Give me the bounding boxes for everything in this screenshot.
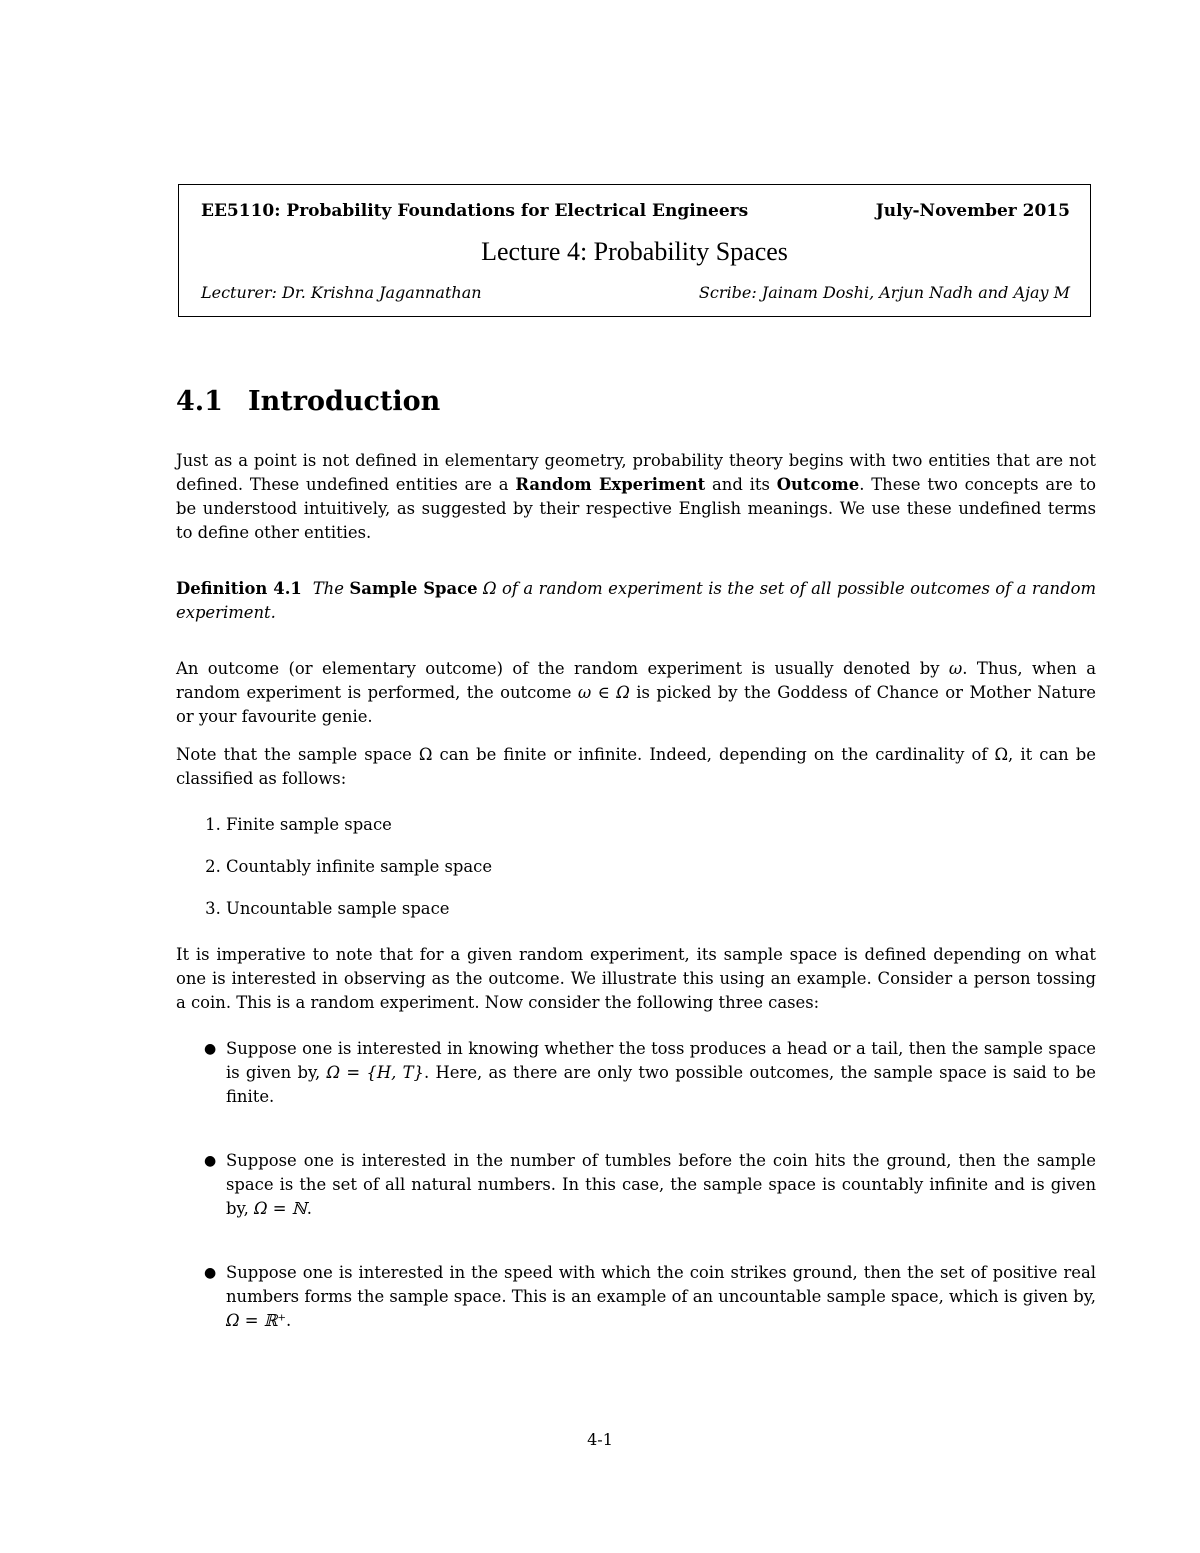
course-term: July-November 2015 bbox=[875, 201, 1070, 221]
outcome-paragraph bbox=[176, 657, 1096, 729]
outcome-text-c: is picked by the Goddess of Chance or Mother Nature or your favourite genie. bbox=[176, 683, 1097, 726]
section-heading bbox=[176, 385, 1096, 419]
lecturer-name: Lecturer: Dr. Krishna Jagannathan bbox=[201, 283, 482, 302]
imperative-paragraph: It is imperative to note that for a given random experiment, its sample space is defined depending on what one is interested in observing as the outcome. We illustrate this using an example. Consider a person tossing a coin. This is a random experiment. Now consider the following three cases: bbox=[176, 945, 1096, 1012]
lecture-body bbox=[176, 385, 1096, 1373]
section-number: 4.1 bbox=[176, 386, 223, 417]
lecture-header-box bbox=[178, 184, 1091, 317]
definition-text: of a random experiment is the set of all possible outcomes of a random experiment. bbox=[176, 579, 1096, 622]
outcome-expression: ω ∈ Ω bbox=[577, 683, 630, 702]
omega-lower-symbol: ω bbox=[948, 659, 963, 678]
scribe-names: Scribe: Jainam Doshi, Arjun Nadh and Ajay M bbox=[698, 283, 1070, 302]
list-item: 3. Uncountable sample space bbox=[226, 897, 1096, 921]
bullet-text-after: . bbox=[286, 1311, 292, 1330]
bullet-text: Suppose one is interested in knowing whether the toss produces a head or a tail, then the sample space is given by, bbox=[226, 1039, 1096, 1082]
bullet-text: Suppose one is interested in the number of tumbles before the coin hits the ground, then the sample space is the set of all natural numbers. In this case, the sample space is countably infinite and is given by, bbox=[226, 1151, 1096, 1218]
list-item: 2. Countably infinite sample space bbox=[226, 855, 1096, 879]
bullet-icon: ● bbox=[204, 1153, 217, 1169]
cardinality-paragraph: Note that the sample space Ω can be finite or infinite. Indeed, depending on the cardinality of Ω, it can be classified as follows: bbox=[176, 745, 1096, 788]
list-item bbox=[204, 1261, 1096, 1333]
bullet-icon: ● bbox=[204, 1041, 217, 1057]
definition-block bbox=[176, 577, 1096, 625]
bullet-icon: ● bbox=[204, 1265, 217, 1281]
definition-term: Sample Space bbox=[349, 579, 478, 598]
intro-paragraph bbox=[176, 449, 1096, 545]
intro-text-2: and its bbox=[705, 475, 777, 494]
intro-text-3: . These two concepts are to be understood intuitively, as suggested by their respective English meanings. We use these undefined terms to define other entities. bbox=[176, 475, 1096, 542]
section-title: Introduction bbox=[248, 386, 441, 417]
list-item bbox=[204, 1037, 1096, 1109]
page-number: 4-1 bbox=[587, 1430, 613, 1449]
bullet-math: Ω = ℕ bbox=[254, 1199, 307, 1218]
bullet-text-after: . Here, as there are only two possible outcomes, the sample space is said to be finite. bbox=[226, 1063, 1096, 1106]
definition-pre: The bbox=[312, 579, 350, 598]
bullet-text: Suppose one is interested in the speed with which the coin strikes ground, then the set of positive real numbers forms the sample space. This is an example of an uncountable sample space, which is given by, bbox=[226, 1263, 1096, 1306]
intro-text-1: Just as a point is not defined in elementary geometry, probability theory begins with two entities that are not defined. These undefined entities are a bbox=[176, 451, 1096, 494]
bullet-text-after: . bbox=[306, 1199, 312, 1218]
term-random-experiment: Random Experiment bbox=[515, 475, 706, 494]
sample-space-types-list bbox=[176, 813, 1096, 921]
definition-label: Definition 4.1 bbox=[176, 579, 302, 598]
outcome-text-a: An outcome (or elementary outcome) of the random experiment is usually denoted by bbox=[176, 659, 949, 678]
term-outcome: Outcome bbox=[776, 475, 860, 494]
lecture-title: Lecture 4: Probability Spaces bbox=[481, 237, 788, 266]
bullet-math: Ω = ℝ⁺ bbox=[226, 1311, 287, 1330]
list-item bbox=[204, 1149, 1096, 1221]
outcome-text-b: . Thus, when a random experiment is performed, the outcome bbox=[176, 659, 1096, 702]
list-item: 1. Finite sample space bbox=[226, 813, 1096, 837]
omega-symbol: Ω bbox=[483, 579, 497, 598]
coin-toss-cases-list bbox=[176, 1037, 1096, 1333]
course-title: EE5110: Probability Foundations for Electrical Engineers bbox=[201, 201, 749, 221]
bullet-math: Ω = {H, T} bbox=[326, 1063, 424, 1082]
